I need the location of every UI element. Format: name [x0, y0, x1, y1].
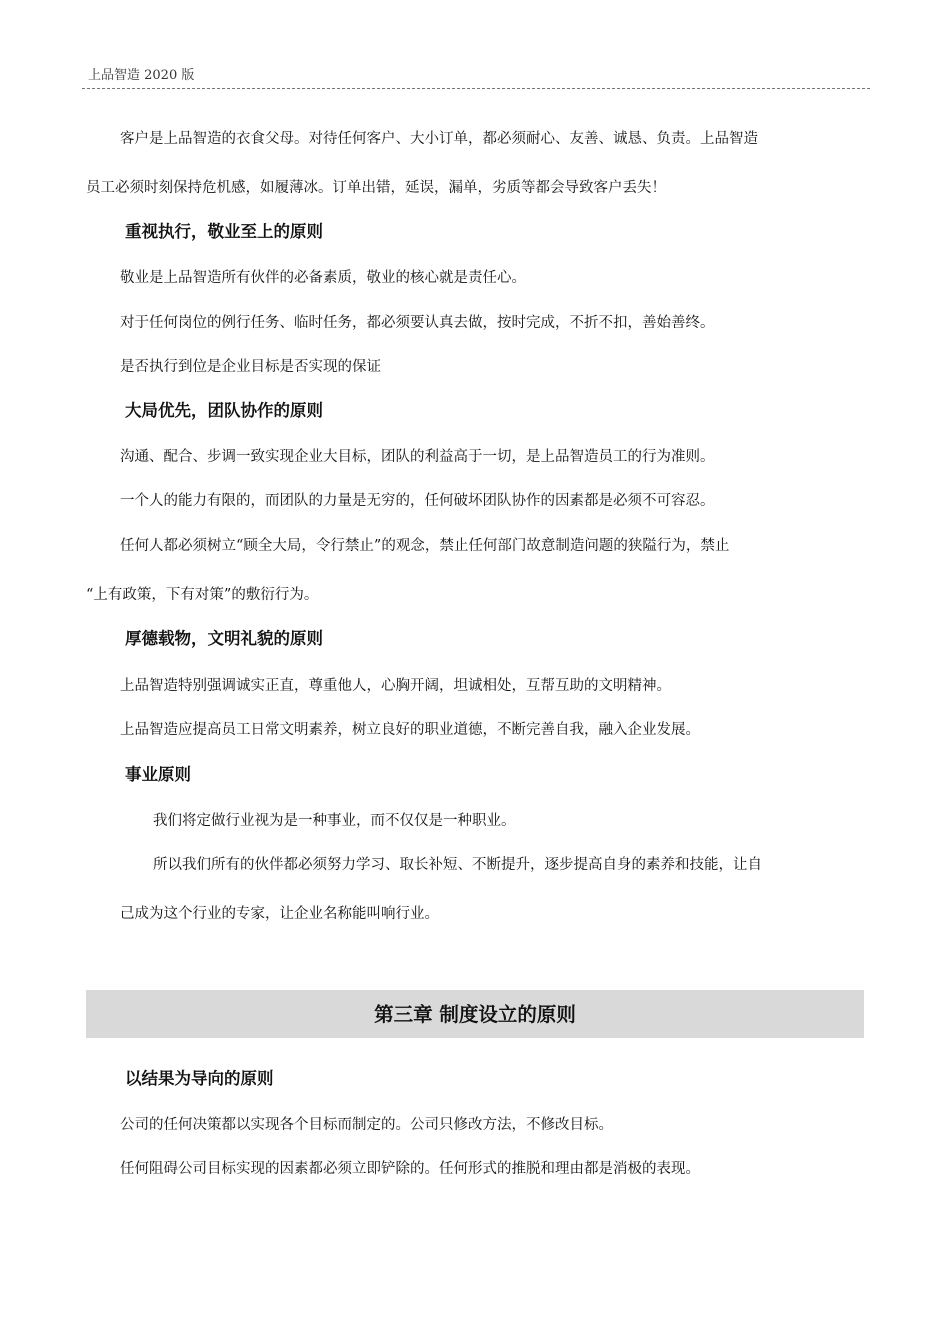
team-paragraph-3-line-1: 任何人都必须树立“顾全大局，令行禁止”的观念，禁止任何部门故意制造问题的狭隘行为，禁止 [120, 538, 730, 554]
heading-virtue: 厚德载物，文明礼貌的原则 [125, 629, 323, 648]
execution-paragraph-3: 是否执行到位是企业目标是否实现的保证 [120, 359, 381, 375]
intro-line-1: 客户是上品智造的衣食父母。对待任何客户、大小订单，都必须耐心、友善、诚恳、负责。上品智造 [120, 131, 758, 147]
virtue-paragraph-1: 上品智造特别强调诚实正直，尊重他人，心胸开阔，坦诚相处，互帮互助的文明精神。 [120, 678, 671, 694]
heading-team: 大局优先，团队协作的原则 [125, 401, 323, 420]
career-paragraph-2-line-2: 己成为这个行业的专家，让企业名称能叫响行业。 [120, 906, 439, 922]
results-paragraph-2: 任何阻碍公司目标实现的因素都必须立即铲除的。任何形式的推脱和理由都是消极的表现。 [120, 1161, 700, 1177]
chapter-title: 第三章 制度设立的原则 [374, 1003, 576, 1026]
team-paragraph-2: 一个人的能力有限的，而团队的力量是无穷的，任何破坏团队协作的因素都是必须不可容忍。 [120, 493, 715, 509]
heading-career: 事业原则 [125, 765, 191, 784]
results-paragraph-1: 公司的任何决策都以实现各个目标而制定的。公司只修改方法，不修改目标。 [120, 1117, 613, 1133]
career-paragraph-1: 我们将定做行业视为是一种事业，而不仅仅是一种职业。 [153, 813, 516, 829]
intro-line-2: 员工必须时刻保持危机感，如履薄冰。订单出错，延误，漏单，劣质等都会导致客户丢失！ [86, 180, 666, 196]
team-paragraph-1: 沟通、配合、步调一致实现企业大目标，团队的利益高于一切，是上品智造员工的行为准则。 [120, 449, 715, 465]
execution-paragraph-2: 对于任何岗位的例行任务、临时任务，都必须要认真去做，按时完成，不折不扣，善始善终。 [120, 315, 715, 331]
page-header [82, 66, 870, 89]
chapter-banner [86, 990, 864, 1038]
career-paragraph-2-line-1: 所以我们所有的伙伴都必须努力学习、取长补短、不断提升，逐步提高自身的素养和技能，让自 [153, 857, 762, 873]
header-text: 上品智造 2020 版 [88, 68, 195, 83]
virtue-paragraph-2: 上品智造应提高员工日常文明素养，树立良好的职业道德，不断完善自我，融入企业发展。 [120, 722, 700, 738]
execution-paragraph-1: 敬业是上品智造所有伙伴的必备素质，敬业的核心就是责任心。 [120, 270, 526, 286]
team-paragraph-3-line-2: “上有政策，下有对策”的敷衍行为。 [86, 587, 319, 603]
heading-execution: 重视执行，敬业至上的原则 [125, 222, 323, 241]
heading-results: 以结果为导向的原则 [125, 1069, 274, 1088]
